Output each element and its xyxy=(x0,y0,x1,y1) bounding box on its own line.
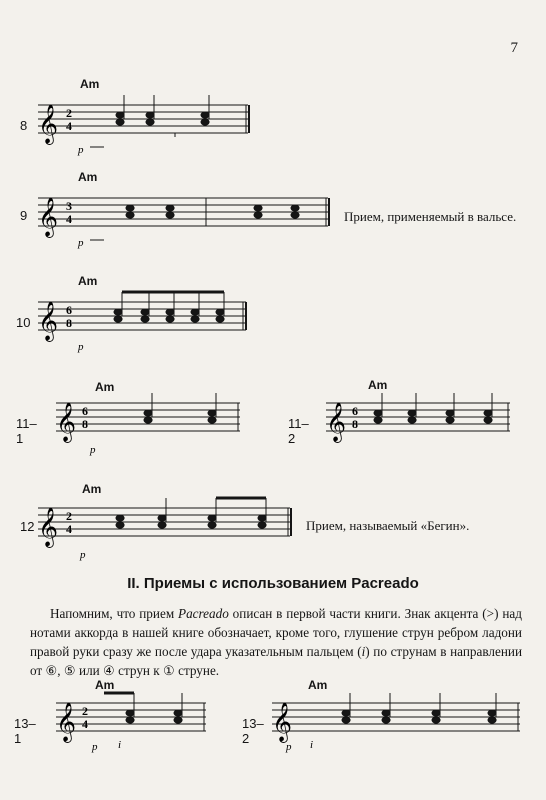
example-number: 12 xyxy=(20,519,35,534)
treble-clef-icon: 𝄞 xyxy=(272,702,293,742)
example-number: 9 xyxy=(20,208,28,223)
treble-clef-icon: 𝄞 xyxy=(326,402,347,442)
chord-label: Am xyxy=(82,482,102,496)
treble-clef-icon: 𝄞 xyxy=(38,301,59,341)
section-title-term: Pacreado xyxy=(351,575,419,592)
paragraph-term: Pacreado xyxy=(178,606,229,621)
chord-notes xyxy=(144,410,216,423)
chord-notes xyxy=(114,309,224,322)
chord-label: Am xyxy=(78,274,98,288)
time-signature-bottom: 8 xyxy=(66,316,72,330)
finger-p: p xyxy=(92,741,98,753)
finger-p: p xyxy=(78,144,84,156)
chord-notes xyxy=(116,112,209,125)
time-signature-top: 2 xyxy=(82,704,88,718)
body-paragraph xyxy=(30,604,522,680)
example-number: 13–2 xyxy=(242,716,264,746)
time-signature-top: 2 xyxy=(66,509,72,523)
finger-i: i xyxy=(310,739,314,751)
treble-clef-icon: 𝄞 xyxy=(38,507,59,547)
section-title xyxy=(0,575,546,592)
time-signature-bottom: 4 xyxy=(66,119,72,133)
caption: Прием, применяемый в вальсе. xyxy=(344,209,517,224)
chord-label: Am xyxy=(95,380,115,394)
paragraph-part2: описан в первой части книги. Знак акцента (>) над нотами аккорда в нашей книге обозначает, кроме того, глушение струн ребром ладони правой руки сразу же после удара указательным пальцем ( xyxy=(30,606,522,659)
staff-lines xyxy=(272,703,520,731)
time-signature-bottom: 4 xyxy=(66,522,72,536)
example-number: 11–2 xyxy=(288,416,309,446)
time-signature-top: 6 xyxy=(66,303,72,317)
time-signature-bottom: 4 xyxy=(66,212,72,226)
chord-label: Am xyxy=(95,678,115,692)
paragraph-part1: Напомним, что прием xyxy=(50,606,179,621)
music-staff xyxy=(0,75,546,165)
time-signature-top: 2 xyxy=(66,106,72,120)
treble-clef-icon: 𝄞 xyxy=(56,402,77,442)
example-number: 11–1 xyxy=(16,416,37,446)
finger-p: p xyxy=(78,237,84,249)
time-signature-bottom: 8 xyxy=(82,417,88,431)
music-staff xyxy=(0,478,546,568)
treble-clef-icon: 𝄞 xyxy=(56,702,77,742)
time-signature-bottom: 4 xyxy=(82,717,88,731)
chord-notes xyxy=(116,515,266,528)
music-staff xyxy=(0,272,546,362)
staff-lines xyxy=(38,198,328,226)
time-signature-top: 3 xyxy=(66,199,72,213)
treble-clef-icon: 𝄞 xyxy=(38,104,59,144)
chord-notes xyxy=(342,710,496,723)
chord-label: Am xyxy=(368,378,388,392)
finger-p: p xyxy=(78,341,84,353)
time-signature-bottom: 8 xyxy=(352,417,358,431)
music-staff xyxy=(0,378,270,468)
time-signature-top: 6 xyxy=(82,404,88,418)
music-staff xyxy=(0,678,240,778)
chord-notes xyxy=(126,205,299,218)
chord-label: Am xyxy=(78,170,98,184)
page-number: 7 xyxy=(510,40,518,56)
caption: Прием, называемый «Бегин». xyxy=(306,518,470,533)
music-staff xyxy=(270,378,540,468)
example-number: 10 xyxy=(16,315,31,330)
chord-label: Am xyxy=(80,77,100,91)
finger-p: p xyxy=(90,444,96,456)
paragraph-finger: i xyxy=(361,644,366,659)
finger-i: i xyxy=(118,739,122,751)
finger-p: p xyxy=(80,549,86,561)
chord-label: Am xyxy=(308,678,328,692)
example-number: 8 xyxy=(20,118,28,133)
music-staff xyxy=(0,168,546,258)
finger-p: p xyxy=(286,741,292,753)
example-number: 13–1 xyxy=(14,716,36,746)
section-title-prefix: II. Приемы с использованием xyxy=(127,575,352,592)
treble-clef-icon: 𝄞 xyxy=(38,197,59,237)
time-signature-top: 6 xyxy=(352,404,358,418)
music-staff xyxy=(230,678,530,778)
chord-notes xyxy=(374,410,492,423)
paragraph-part3: ) по струнам в направлении от ⑥, ⑤ или ④ струн к ① струне. xyxy=(30,644,523,678)
